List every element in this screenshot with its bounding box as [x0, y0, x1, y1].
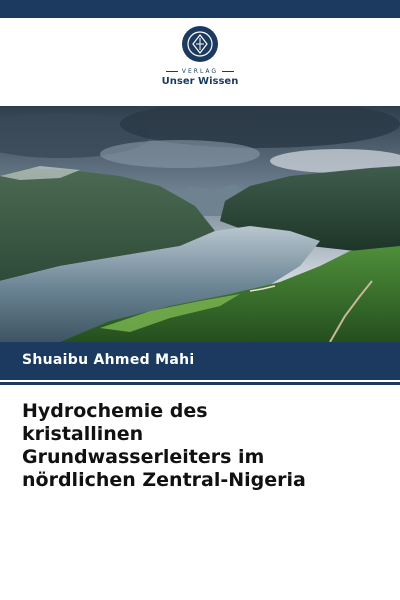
divider-line: [0, 382, 400, 385]
title-line: Hydrochemie des: [22, 400, 208, 422]
cover-landscape-image: [0, 106, 400, 342]
title-line: Grundwasserleiters im: [22, 446, 265, 468]
top-color-bar: [0, 0, 400, 18]
publisher-name: Unser Wissen: [161, 76, 239, 87]
publisher-logo-icon: [182, 26, 218, 62]
title-line: kristallinen: [22, 423, 144, 445]
book-title: [22, 400, 392, 492]
publisher-logo: [0, 26, 400, 96]
title-line: nördlichen Zentral-Nigeria: [22, 469, 306, 491]
author-name: Shuaibu Ahmed Mahi: [22, 352, 195, 368]
publisher-label: VERLAG: [0, 68, 400, 75]
